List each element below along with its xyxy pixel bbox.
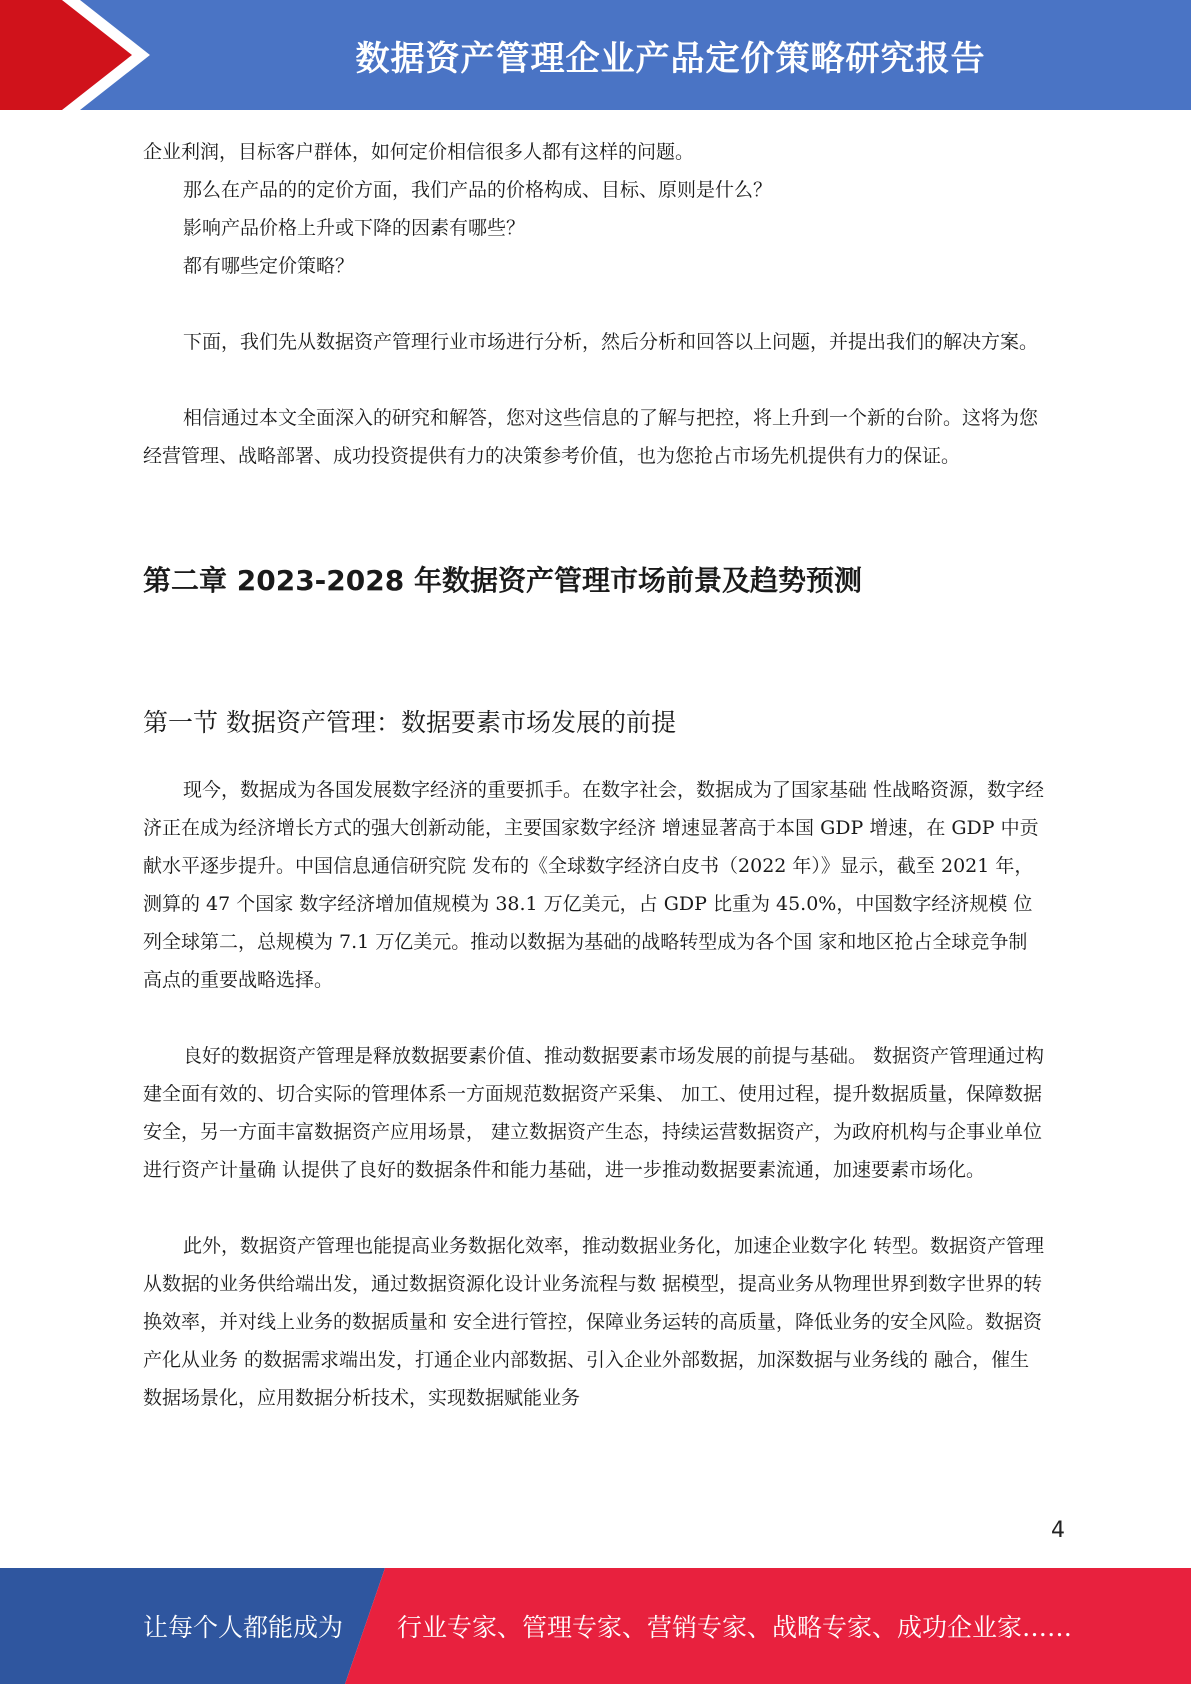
intro-paragraph-6: 相信通过本文全面深入的研究和解答，您对这些信息的了解与把控，将上升到一个新的台阶。这将为您经营管理、战略部署、成功投资提供有力的决策参考价值，也为您抢占市场先机提供有力的保证。 bbox=[143, 407, 1039, 467]
report-title: 数据资产管理企业产品定价策略研究报告 bbox=[355, 38, 986, 79]
footer-slogan-right: 行业专家、管理专家、营销专家、战略专家、成功企业家…… bbox=[397, 1613, 1073, 1642]
intro-paragraph-1: 企业利润，目标客户群体，如何定价相信很多人都有这样的问题。 bbox=[143, 141, 695, 163]
red-chevron-shape bbox=[0, 0, 150, 110]
section-paragraph-3: 此外，数据资产管理也能提高业务数据化效率，推动数据业务化，加速企业数字化 转型。数据资产管理从数据的业务供给端出发，通过数据资源化设计业务流程与数 据模型，提高业务从物理世界到数字世界的转换效率，并对线上业务的数据质量和 安全进行管控，保障业务运转的高质量，降低业务的安全风险。数据资产化从业务 的数据需求端出发，打通企业内部数据、引入企业外部数据，加深数据与业务线的 融合，催生数据场景化，应用数据分析技术，实现数据赋能业务 bbox=[143, 1235, 1045, 1409]
intro-paragraph-2: 那么在产品的的定价方面，我们产品的价格构成、目标、原则是什么？ bbox=[183, 179, 773, 201]
intro-paragraph-3: 影响产品价格上升或下降的因素有哪些？ bbox=[183, 217, 526, 239]
intro-paragraph-5: 下面，我们先从数据资产管理行业市场进行分析，然后分析和回答以上问题，并提出我们的解决方案。 bbox=[183, 331, 1039, 353]
document-body bbox=[143, 133, 1046, 1417]
page-number: 4 bbox=[1051, 1518, 1065, 1543]
section-paragraph-2: 良好的数据资产管理是释放数据要素价值、推动数据要素市场发展的前提与基础。 数据资产管理通过构建全面有效的、切合实际的管理体系一方面规范数据资产采集、 加工、使用过程，提升数据质量，保障数据安全，另一方面丰富数据资产应用场景， 建立数据资产生态，持续运营数据资产，为政府机构与企事业单位进行资产计量确 认提供了良好的数据条件和能力基础，进一步推动数据要素流通，加速要素市场化。 bbox=[143, 1045, 1045, 1181]
section-heading: 第一节 数据资产管理：数据要素市场发展的前提 bbox=[143, 708, 676, 737]
intro-paragraph-4: 都有哪些定价策略？ bbox=[183, 255, 355, 277]
footer-slogan-left: 让每个人都能成为 bbox=[143, 1613, 344, 1642]
page-footer bbox=[0, 1568, 1191, 1684]
section-paragraph-1: 现今，数据成为各国发展数字经济的重要抓手。在数字社会，数据成为了国家基础 性战略资源，数字经济正在成为经济增长方式的强大创新动能，主要国家数字经济 增速显著高于本国 GDP 增速，在 GDP 中贡献水平逐步提升。中国信息通信研究院 发布的《全球数字经济白皮书（2022 年）》显示，截至 2021 年，测算的 47 个国家 数字经济增加值规模为 38.1 万亿美元，占 GDP 比重为 45.0%，中国数字经济规模 位列全球第二，总规模为 7.1 万亿美元。推动以数据为基础的战略转型成为各个国 家和地区抢占全球竞争制高点的重要战略选择。 bbox=[143, 779, 1045, 991]
chapter-heading: 第二章 2023-2028 年数据资产管理市场前景及趋势预测 bbox=[143, 564, 862, 597]
page-header bbox=[0, 0, 1191, 110]
